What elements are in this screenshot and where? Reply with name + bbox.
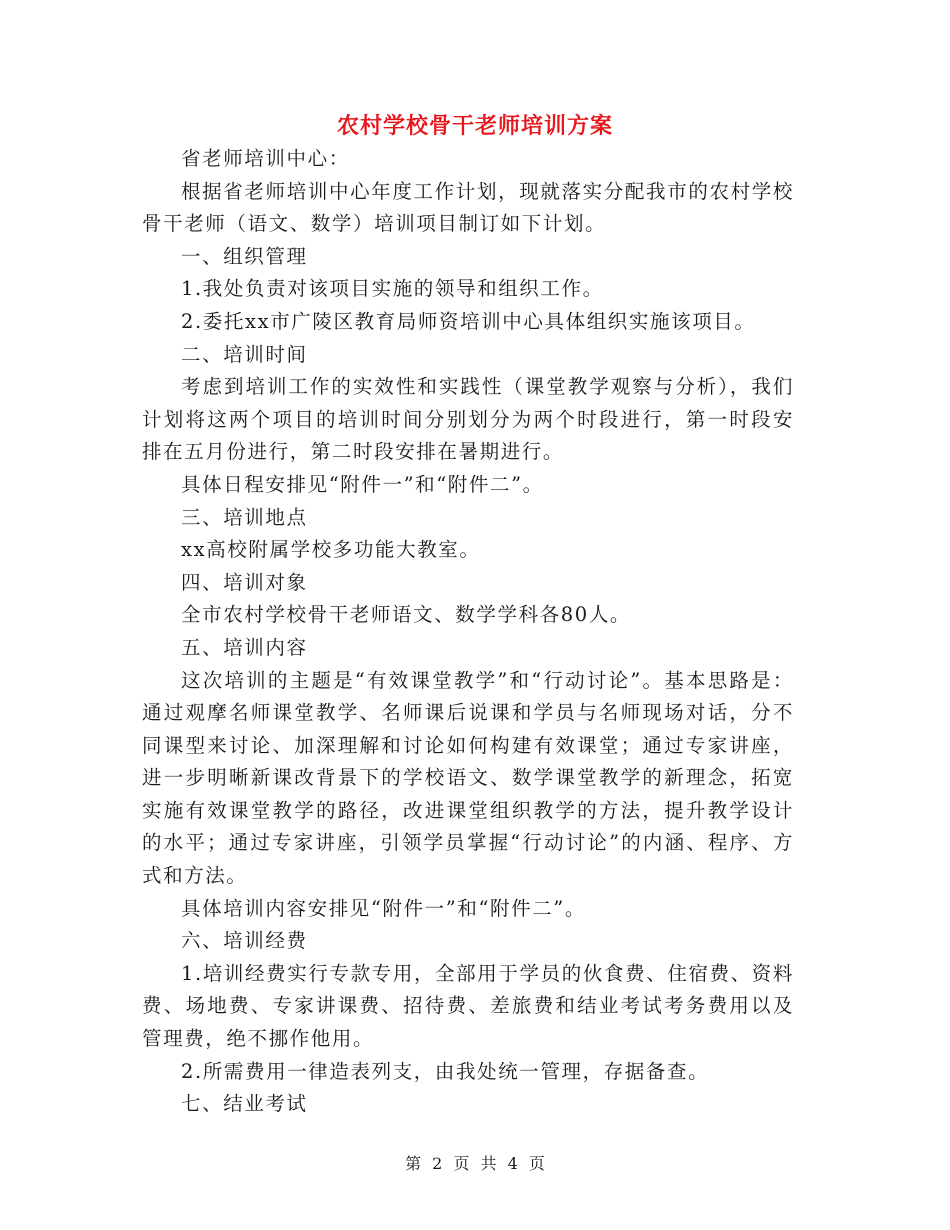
paragraph-intro: 根据省老师培训中心年度工作计划，现就落实分配我市的农村学校骨干老师（语文、数学）培训项目制订如下计划。 (142, 179, 794, 236)
document-body (142, 143, 794, 1121)
document-title: 农村学校骨干老师培训方案 (336, 113, 613, 139)
paragraph-salutation: 省老师培训中心： (181, 147, 350, 170)
section-heading-7: 七、结业考试 (181, 1092, 308, 1116)
section-heading-1: 一、组织管理 (181, 244, 308, 268)
paragraph: 这次培训的主题是“有效课堂教学”和“行动讨论”。基本思路是：通过观摩名师课堂教学、名师课后说课和学员与名师现场对话，分不同课型来讨论、加深理解和讨论如何构建有效课堂；通过专家讲座，进一步明晰新课改背景下的学校语文、数学课堂教学的新理念，拓宽实施有效课堂教学的路径，改进课堂组织教学的方法，提升教学设计的水平；通过专家讲座，引领学员掌握“行动讨论”的内涵、程序、方式和方法。 (142, 668, 794, 888)
paragraph: 1.我处负责对该项目实施的领导和组织工作。 (181, 277, 604, 301)
paragraph: 考虑到培训工作的实效性和实践性（课堂教学观察与分析），我们计划将这两个项目的培训时间分别划分为两个时段进行，第一时段安排在五月份进行，第二时段安排在暑期进行。 (142, 375, 794, 464)
paragraph: 2.所需费用一律造表列支，由我处统一管理，存据备查。 (181, 1059, 710, 1083)
paragraph: xx高校附属学校多功能大教室。 (181, 538, 481, 562)
paragraph: 2.委托xx市广陵区教育局师资培训中心具体组织实施该项目。 (181, 309, 756, 333)
section-heading-5: 五、培训内容 (181, 635, 308, 659)
section-heading-3: 三、培训地点 (181, 505, 308, 529)
section-heading-4: 四、培训对象 (181, 570, 308, 594)
section-heading-6: 六、培训经费 (181, 929, 308, 953)
section-heading-2: 二、培训时间 (181, 342, 308, 366)
paragraph: 1.培训经费实行专款专用，全部用于学员的伙食费、住宿费、资料费、场地费、专家讲课费、招待费、差旅费和结业考试考务费用以及管理费，绝不挪作他用。 (142, 961, 794, 1051)
paragraph: 具体培训内容安排见“附件一”和“附件二”。 (181, 896, 586, 920)
paragraph: 全市农村学校骨干老师语文、数学学科各80人。 (181, 603, 632, 627)
page-number-footer: 第 2 页 共 4 页 (405, 1154, 545, 1173)
paragraph: 具体日程安排见“附件一”和“附件二”。 (181, 472, 544, 496)
